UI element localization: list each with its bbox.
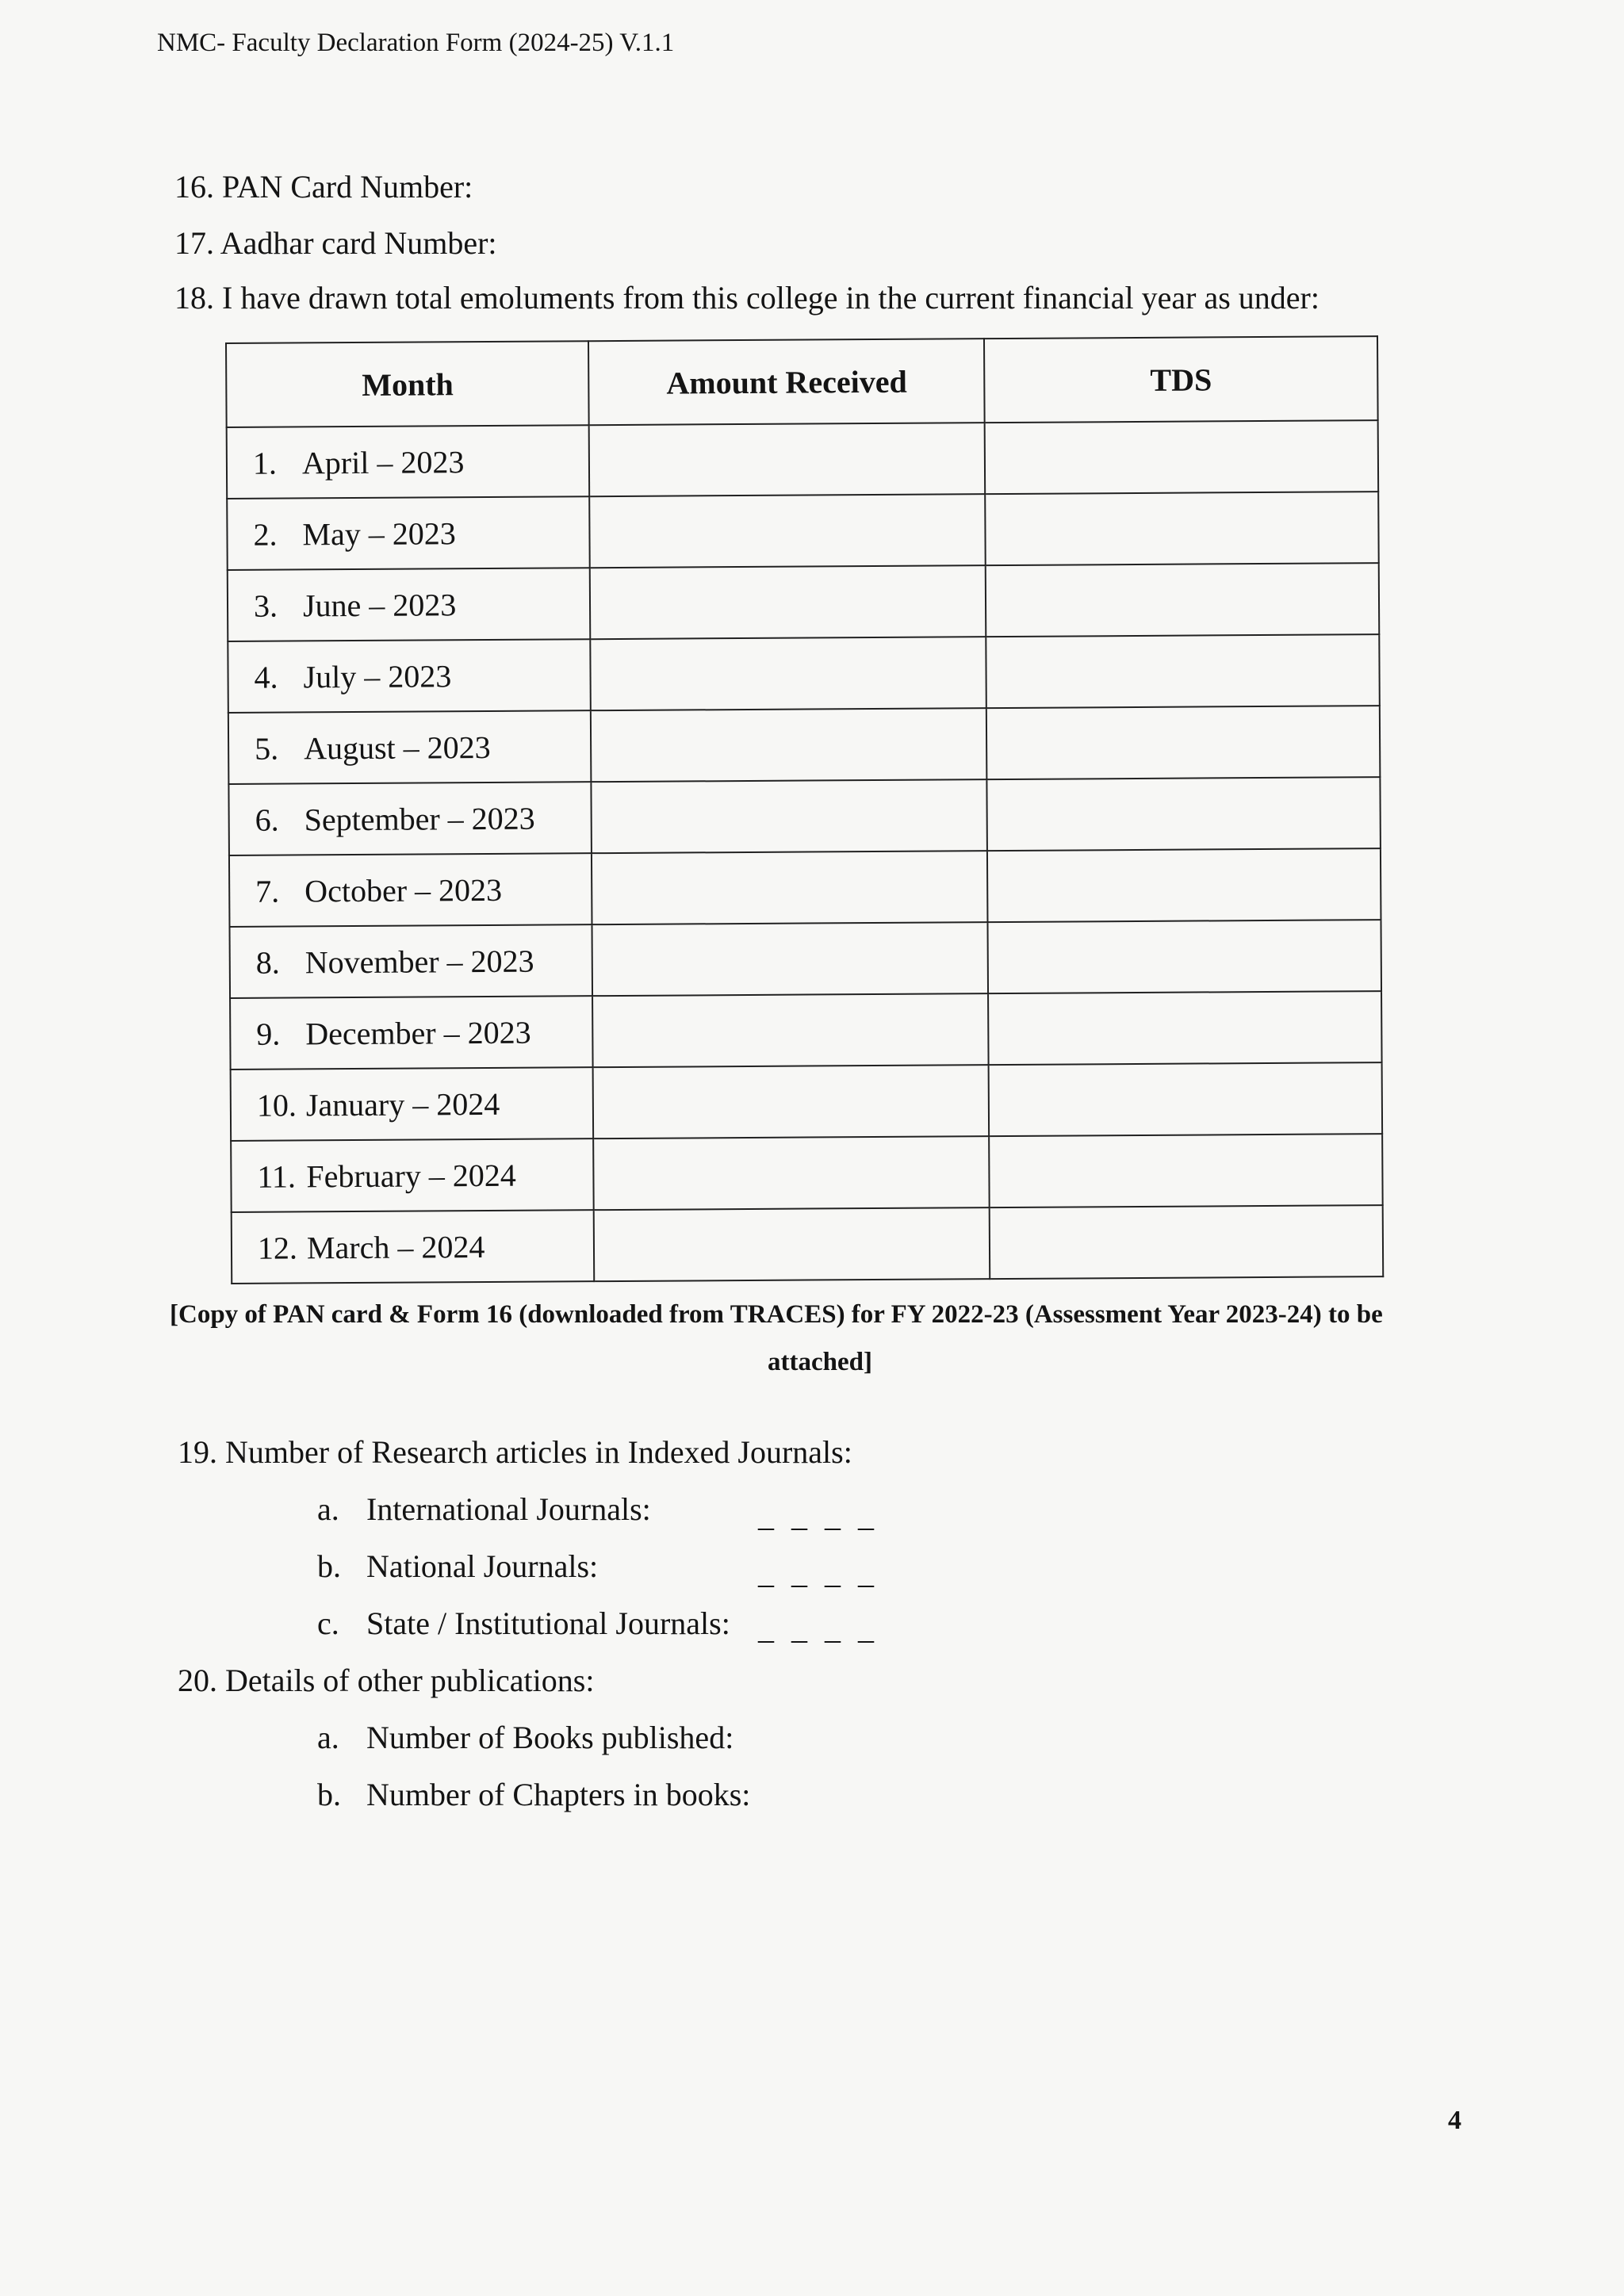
table-row [230, 920, 1382, 998]
tds-cell[interactable] [985, 420, 1378, 494]
table-row [228, 706, 1381, 784]
month-cell [231, 1138, 594, 1212]
tds-cell[interactable] [990, 1205, 1383, 1279]
tds-cell[interactable] [986, 777, 1380, 851]
state-institutional-journals-blank[interactable]: _ _ _ _ [758, 1610, 879, 1646]
amount-received-cell[interactable] [593, 993, 989, 1067]
books-published-item [317, 1719, 733, 1756]
month-label: December – 2023 [305, 1014, 531, 1051]
amount-received-cell[interactable] [590, 565, 986, 639]
amount-received-cell[interactable] [589, 423, 985, 496]
attachment-note-line1: [Copy of PAN card & Form 16 (downloaded from TRACES) for FY 2022-23 (Assessment Year 2023-24) to be [170, 1300, 1383, 1329]
amount-received-cell[interactable] [592, 779, 987, 853]
table-row [232, 1205, 1384, 1284]
amount-received-cell[interactable] [594, 1207, 990, 1281]
amount-received-cell[interactable] [591, 637, 986, 710]
emoluments-table [225, 335, 1384, 1284]
row-number: 12. [257, 1229, 298, 1266]
month-cell [231, 1067, 594, 1141]
row-number: 5. [254, 730, 279, 767]
month-cell [229, 853, 592, 927]
item-letter: b. [317, 1777, 341, 1812]
month-label: July – 2023 [303, 657, 452, 695]
month-label: April – 2023 [301, 443, 465, 480]
table-row [231, 1062, 1383, 1141]
item-text: Number of Books published: [366, 1720, 734, 1755]
aadhar-card-label: 17. Aadhar card Number: [174, 225, 497, 261]
month-label: June – 2023 [302, 586, 457, 623]
column-header-tds: TDS [984, 336, 1378, 423]
month-label: October – 2023 [304, 871, 503, 909]
tds-cell[interactable] [986, 563, 1379, 637]
row-number: 10. [256, 1086, 297, 1123]
table-row [227, 492, 1379, 570]
tds-cell[interactable] [985, 492, 1378, 565]
month-cell [232, 1210, 595, 1284]
table-row [228, 777, 1381, 855]
month-cell [230, 924, 593, 998]
tds-cell[interactable] [987, 848, 1381, 922]
month-label: September – 2023 [304, 800, 535, 837]
tds-cell[interactable] [988, 991, 1381, 1065]
national-journals-blank[interactable]: _ _ _ _ [758, 1555, 879, 1590]
table-row [228, 634, 1380, 713]
item-text: Number of Chapters in books: [366, 1777, 751, 1812]
amount-received-cell[interactable] [594, 1136, 990, 1210]
column-header-month: Month [226, 341, 589, 427]
row-number: 3. [253, 587, 278, 624]
item-letter: a. [317, 1491, 339, 1527]
month-label: January – 2024 [305, 1085, 500, 1123]
row-number: 4. [254, 659, 278, 695]
item-text: State / Institutional Journals: [366, 1605, 730, 1641]
table-row [229, 848, 1381, 927]
item-letter: c. [317, 1605, 339, 1641]
amount-received-cell[interactable] [592, 922, 988, 996]
amount-received-cell[interactable] [593, 1065, 989, 1138]
table-row [228, 563, 1380, 641]
row-number: 8. [255, 944, 280, 981]
amount-received-cell[interactable] [592, 851, 987, 924]
month-cell [228, 782, 592, 855]
month-label: March – 2024 [306, 1228, 485, 1265]
month-cell [228, 568, 591, 641]
international-journals-blank[interactable]: _ _ _ _ [758, 1498, 879, 1533]
page-number: 4 [1448, 2106, 1461, 2135]
row-number: 9. [256, 1016, 281, 1052]
row-number: 1. [252, 445, 278, 481]
column-header-amount-received: Amount Received [588, 339, 984, 425]
table-header-row [226, 336, 1378, 427]
tds-cell[interactable] [986, 706, 1380, 779]
month-cell [230, 996, 593, 1070]
tds-cell[interactable] [989, 1062, 1382, 1136]
attachment-note-line2: attached] [768, 1348, 872, 1376]
table-row [227, 420, 1379, 499]
amount-received-cell[interactable] [590, 494, 986, 568]
emoluments-statement: 18. I have drawn total emoluments from this college in the current financial year as under: [174, 280, 1320, 316]
row-number: 6. [255, 802, 279, 838]
month-cell [228, 710, 592, 784]
item-letter: a. [317, 1720, 339, 1755]
month-label: February – 2024 [306, 1157, 516, 1194]
international-journals-item [317, 1490, 651, 1528]
attachment-note [170, 1291, 1470, 1386]
pan-card-label: 16. PAN Card Number: [174, 169, 473, 205]
item-text: International Journals: [366, 1491, 651, 1527]
table-row [230, 991, 1382, 1070]
row-number: 2. [253, 516, 278, 553]
chapters-in-books-item [317, 1776, 750, 1813]
month-label: November – 2023 [304, 943, 534, 980]
tds-cell[interactable] [988, 920, 1381, 993]
item-letter: b. [317, 1548, 341, 1584]
research-articles-label: 19. Number of Research articles in Indexed Journals: [178, 1434, 852, 1470]
amount-received-cell[interactable] [591, 708, 986, 782]
month-cell [227, 425, 590, 499]
table-row [231, 1134, 1383, 1212]
month-label: May – 2023 [302, 515, 456, 552]
month-cell [228, 639, 591, 713]
item-text: National Journals: [366, 1548, 599, 1584]
tds-cell[interactable] [986, 634, 1379, 708]
other-publications-label: 20. Details of other publications: [178, 1663, 595, 1698]
row-number: 7. [255, 873, 280, 909]
state-institutional-journals-item [317, 1605, 730, 1642]
form-header: NMC- Faculty Declaration Form (2024-25) V.1.1 [157, 29, 675, 57]
month-label: August – 2023 [303, 729, 491, 766]
row-number: 11. [257, 1158, 297, 1195]
tds-cell[interactable] [989, 1134, 1382, 1207]
national-journals-item [317, 1548, 598, 1585]
month-cell [227, 496, 590, 570]
